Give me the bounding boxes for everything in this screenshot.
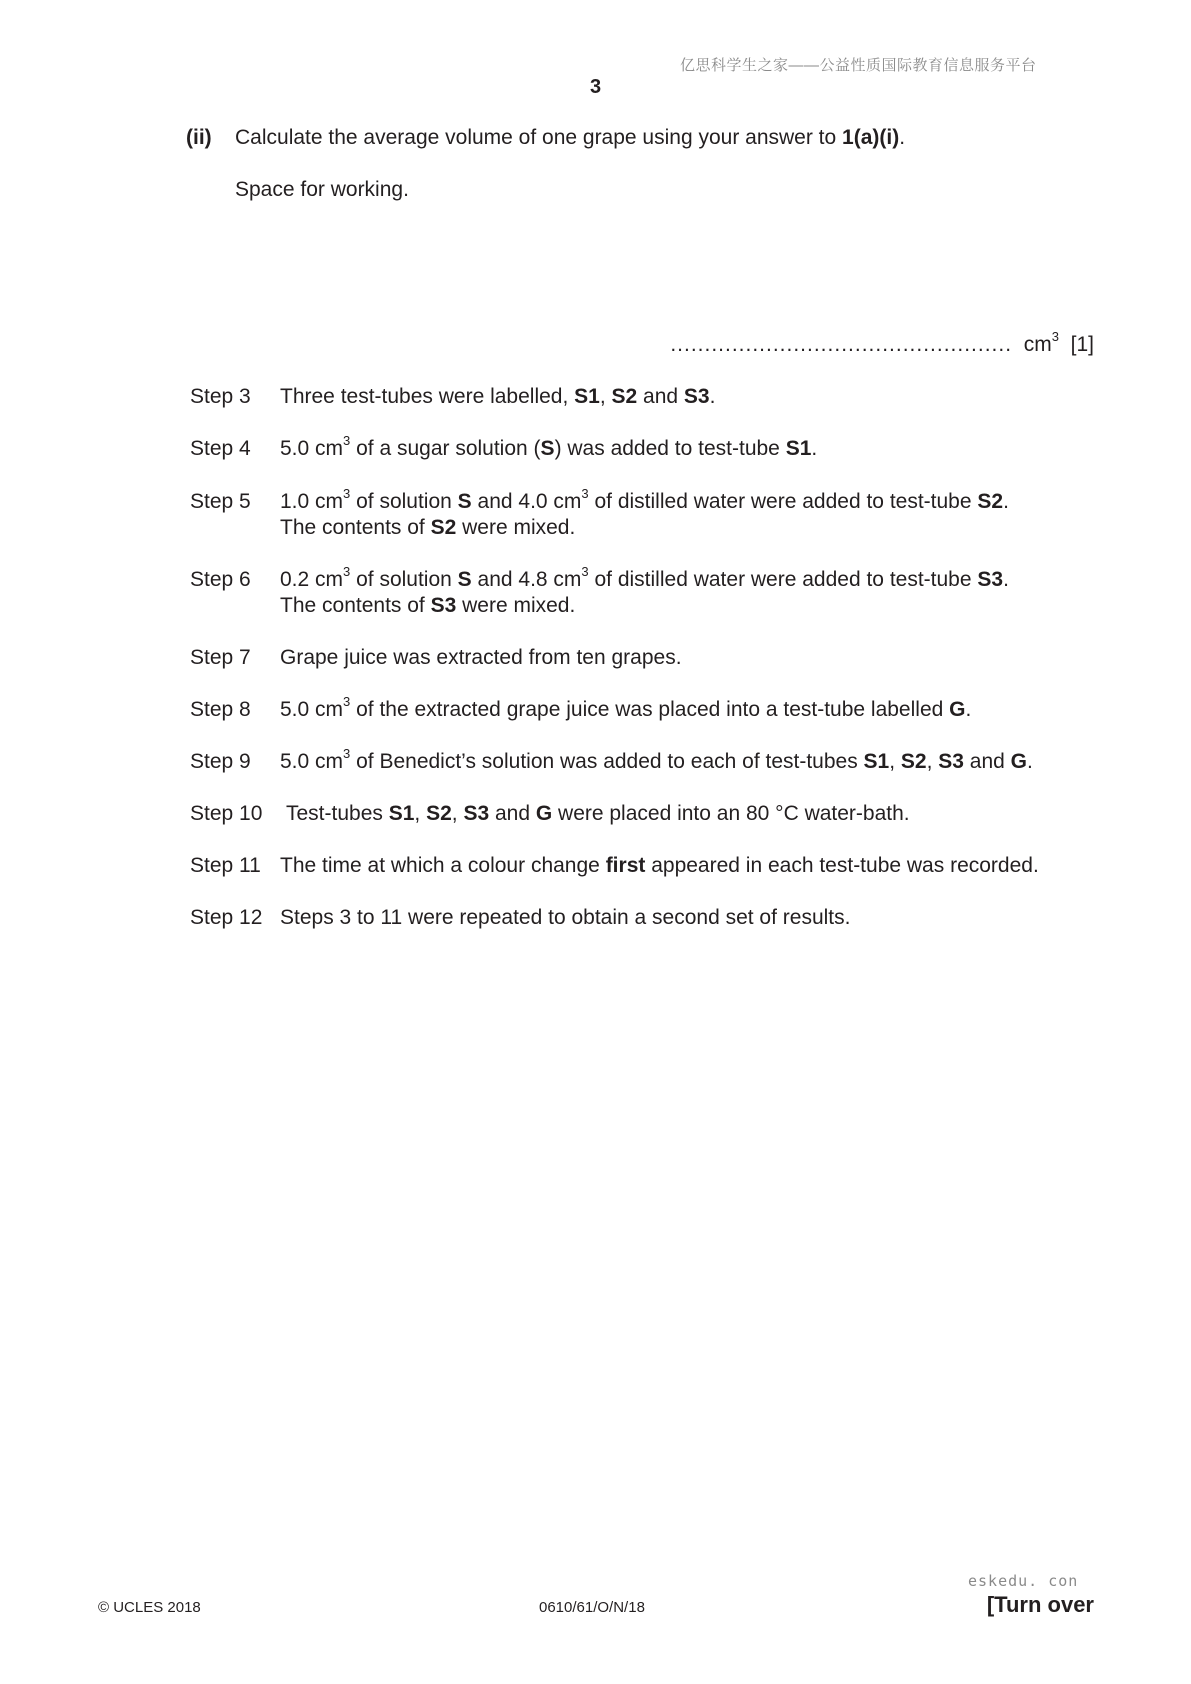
bold-term: S3 <box>683 385 710 408</box>
answer-unit: cm <box>1023 333 1052 356</box>
superscript: 3 <box>343 694 351 709</box>
step-text <box>286 801 1146 827</box>
page-number: 3 <box>589 76 602 98</box>
step-label: Step 8 <box>190 698 251 721</box>
bold-term: S2 <box>900 750 927 773</box>
text-segment: The time at which a colour change <box>280 854 606 877</box>
text-segment: and <box>489 802 536 825</box>
text-segment: of solution <box>350 568 458 591</box>
text-segment: of distilled water were added to test-tube <box>588 568 978 591</box>
text-segment: The contents of <box>280 594 431 617</box>
bold-term: first <box>605 854 646 877</box>
footer-watermark: eskedu. con <box>968 1572 1079 1590</box>
text-segment: of the extracted grape juice was placed into a test-tube labelled <box>350 698 950 721</box>
text-segment: , <box>599 385 612 408</box>
text-segment: 5.0 cm <box>280 750 344 773</box>
step-text <box>280 433 1140 462</box>
superscript: 3 <box>343 564 351 579</box>
text-segment: 1.0 cm <box>280 490 344 513</box>
step-label: Step 9 <box>190 750 251 773</box>
superscript: 3 <box>581 486 589 501</box>
working-space-label: Space for working. <box>235 178 409 201</box>
step-label: Step 11 <box>190 854 261 877</box>
bold-term: S2 <box>426 802 452 825</box>
question-text <box>235 126 905 150</box>
answer-dots[interactable]: .................................................. <box>670 333 1013 356</box>
bold-term: S1 <box>863 750 890 773</box>
text-segment: The contents of <box>280 516 431 539</box>
bold-term: S2 <box>977 490 1004 513</box>
text-segment: ) was added to test-tube <box>554 437 786 460</box>
step-label: Step 6 <box>190 568 251 591</box>
text-segment: Grape juice was extracted from ten grapes. <box>280 646 682 669</box>
text-segment: were placed into an 80 °C water-bath. <box>552 802 910 825</box>
text-segment: 5.0 cm <box>280 437 344 460</box>
text-segment: Steps 3 to 11 were repeated to obtain a second set of results. <box>280 906 851 929</box>
superscript: 3 <box>343 746 351 761</box>
bold-term: S3 <box>463 802 490 825</box>
text-segment: were mixed. <box>456 516 576 539</box>
text-segment: . <box>811 437 818 460</box>
text-segment: . <box>709 385 716 408</box>
text-segment: were mixed. <box>456 594 576 617</box>
step-label: Step 3 <box>190 385 251 408</box>
superscript: 3 <box>581 564 589 579</box>
bold-term: S3 <box>938 750 964 773</box>
step-text <box>280 486 1140 541</box>
bold-term: S <box>457 490 472 513</box>
step-label: Step 10 <box>190 802 263 825</box>
superscript: 3 <box>343 486 351 501</box>
answer-unit-superscript: 3 <box>1051 329 1059 344</box>
text-segment: , <box>889 750 901 773</box>
text-segment: of distilled water were added to test-tube <box>588 490 978 513</box>
question-label: (ii) <box>186 126 212 149</box>
question-reference: 1(a)(i) <box>842 126 900 149</box>
bold-term: S2 <box>611 385 638 408</box>
marks: [1] <box>1070 333 1094 356</box>
text-segment: , <box>414 802 427 825</box>
step-text <box>280 694 1140 723</box>
bold-term: G <box>535 802 553 825</box>
step-label: Step 12 <box>190 906 263 929</box>
text-segment: 0.2 cm <box>280 568 344 591</box>
bold-term: S2 <box>430 516 457 539</box>
step-text <box>280 384 1140 410</box>
step-text <box>280 746 1140 775</box>
text-segment: appeared in each test-tube was recorded. <box>645 854 1039 877</box>
footer-copyright: © UCLES 2018 <box>98 1599 201 1616</box>
text-segment: and <box>637 385 684 408</box>
step-text <box>280 645 1140 671</box>
bold-term: S3 <box>977 568 1004 591</box>
bold-term: G <box>1010 750 1028 773</box>
footer-paper-code: 0610/61/O/N/18 <box>539 1599 645 1616</box>
text-segment: of Benedict’s solution was added to each of test-tubes <box>350 750 864 773</box>
step-text <box>280 564 1140 619</box>
step-label: Step 7 <box>190 646 251 669</box>
bold-term: S1 <box>388 802 415 825</box>
text-segment: 5.0 cm <box>280 698 344 721</box>
step-text <box>280 853 1140 879</box>
superscript: 3 <box>343 433 351 448</box>
text-segment: Test-tubes <box>286 802 389 825</box>
text-segment: and 4.8 cm <box>471 568 582 591</box>
turn-over: [Turn over <box>986 1592 1094 1617</box>
bold-term: S3 <box>430 594 457 617</box>
step-label: Step 4 <box>190 437 251 460</box>
question-text-before: Calculate the average volume of one grape using your answer to <box>235 126 843 149</box>
text-segment: . <box>1003 490 1009 513</box>
bold-term: S <box>540 437 555 460</box>
bold-term: S1 <box>785 437 812 460</box>
text-segment: , <box>451 802 464 825</box>
text-segment: of a sugar solution ( <box>350 437 541 460</box>
text-segment: and <box>963 750 1011 773</box>
text-segment: and 4.0 cm <box>471 490 582 513</box>
step-label: Step 5 <box>190 490 251 513</box>
question-text-after: . <box>899 126 906 149</box>
answer-line[interactable] <box>670 329 1094 357</box>
text-segment: . <box>1003 568 1009 591</box>
bold-term: G <box>949 698 966 721</box>
bold-term: S1 <box>574 385 600 408</box>
header-watermark: 亿思科学生之家——公益性质国际教育信息服务平台 <box>680 57 1037 74</box>
bold-term: S <box>457 568 472 591</box>
text-segment: of solution <box>350 490 458 513</box>
text-segment: . <box>1027 750 1033 773</box>
step-text <box>280 905 1140 931</box>
text-segment: Three test-tubes were labelled, <box>280 385 575 408</box>
text-segment: , <box>926 750 939 773</box>
text-segment: . <box>965 698 972 721</box>
